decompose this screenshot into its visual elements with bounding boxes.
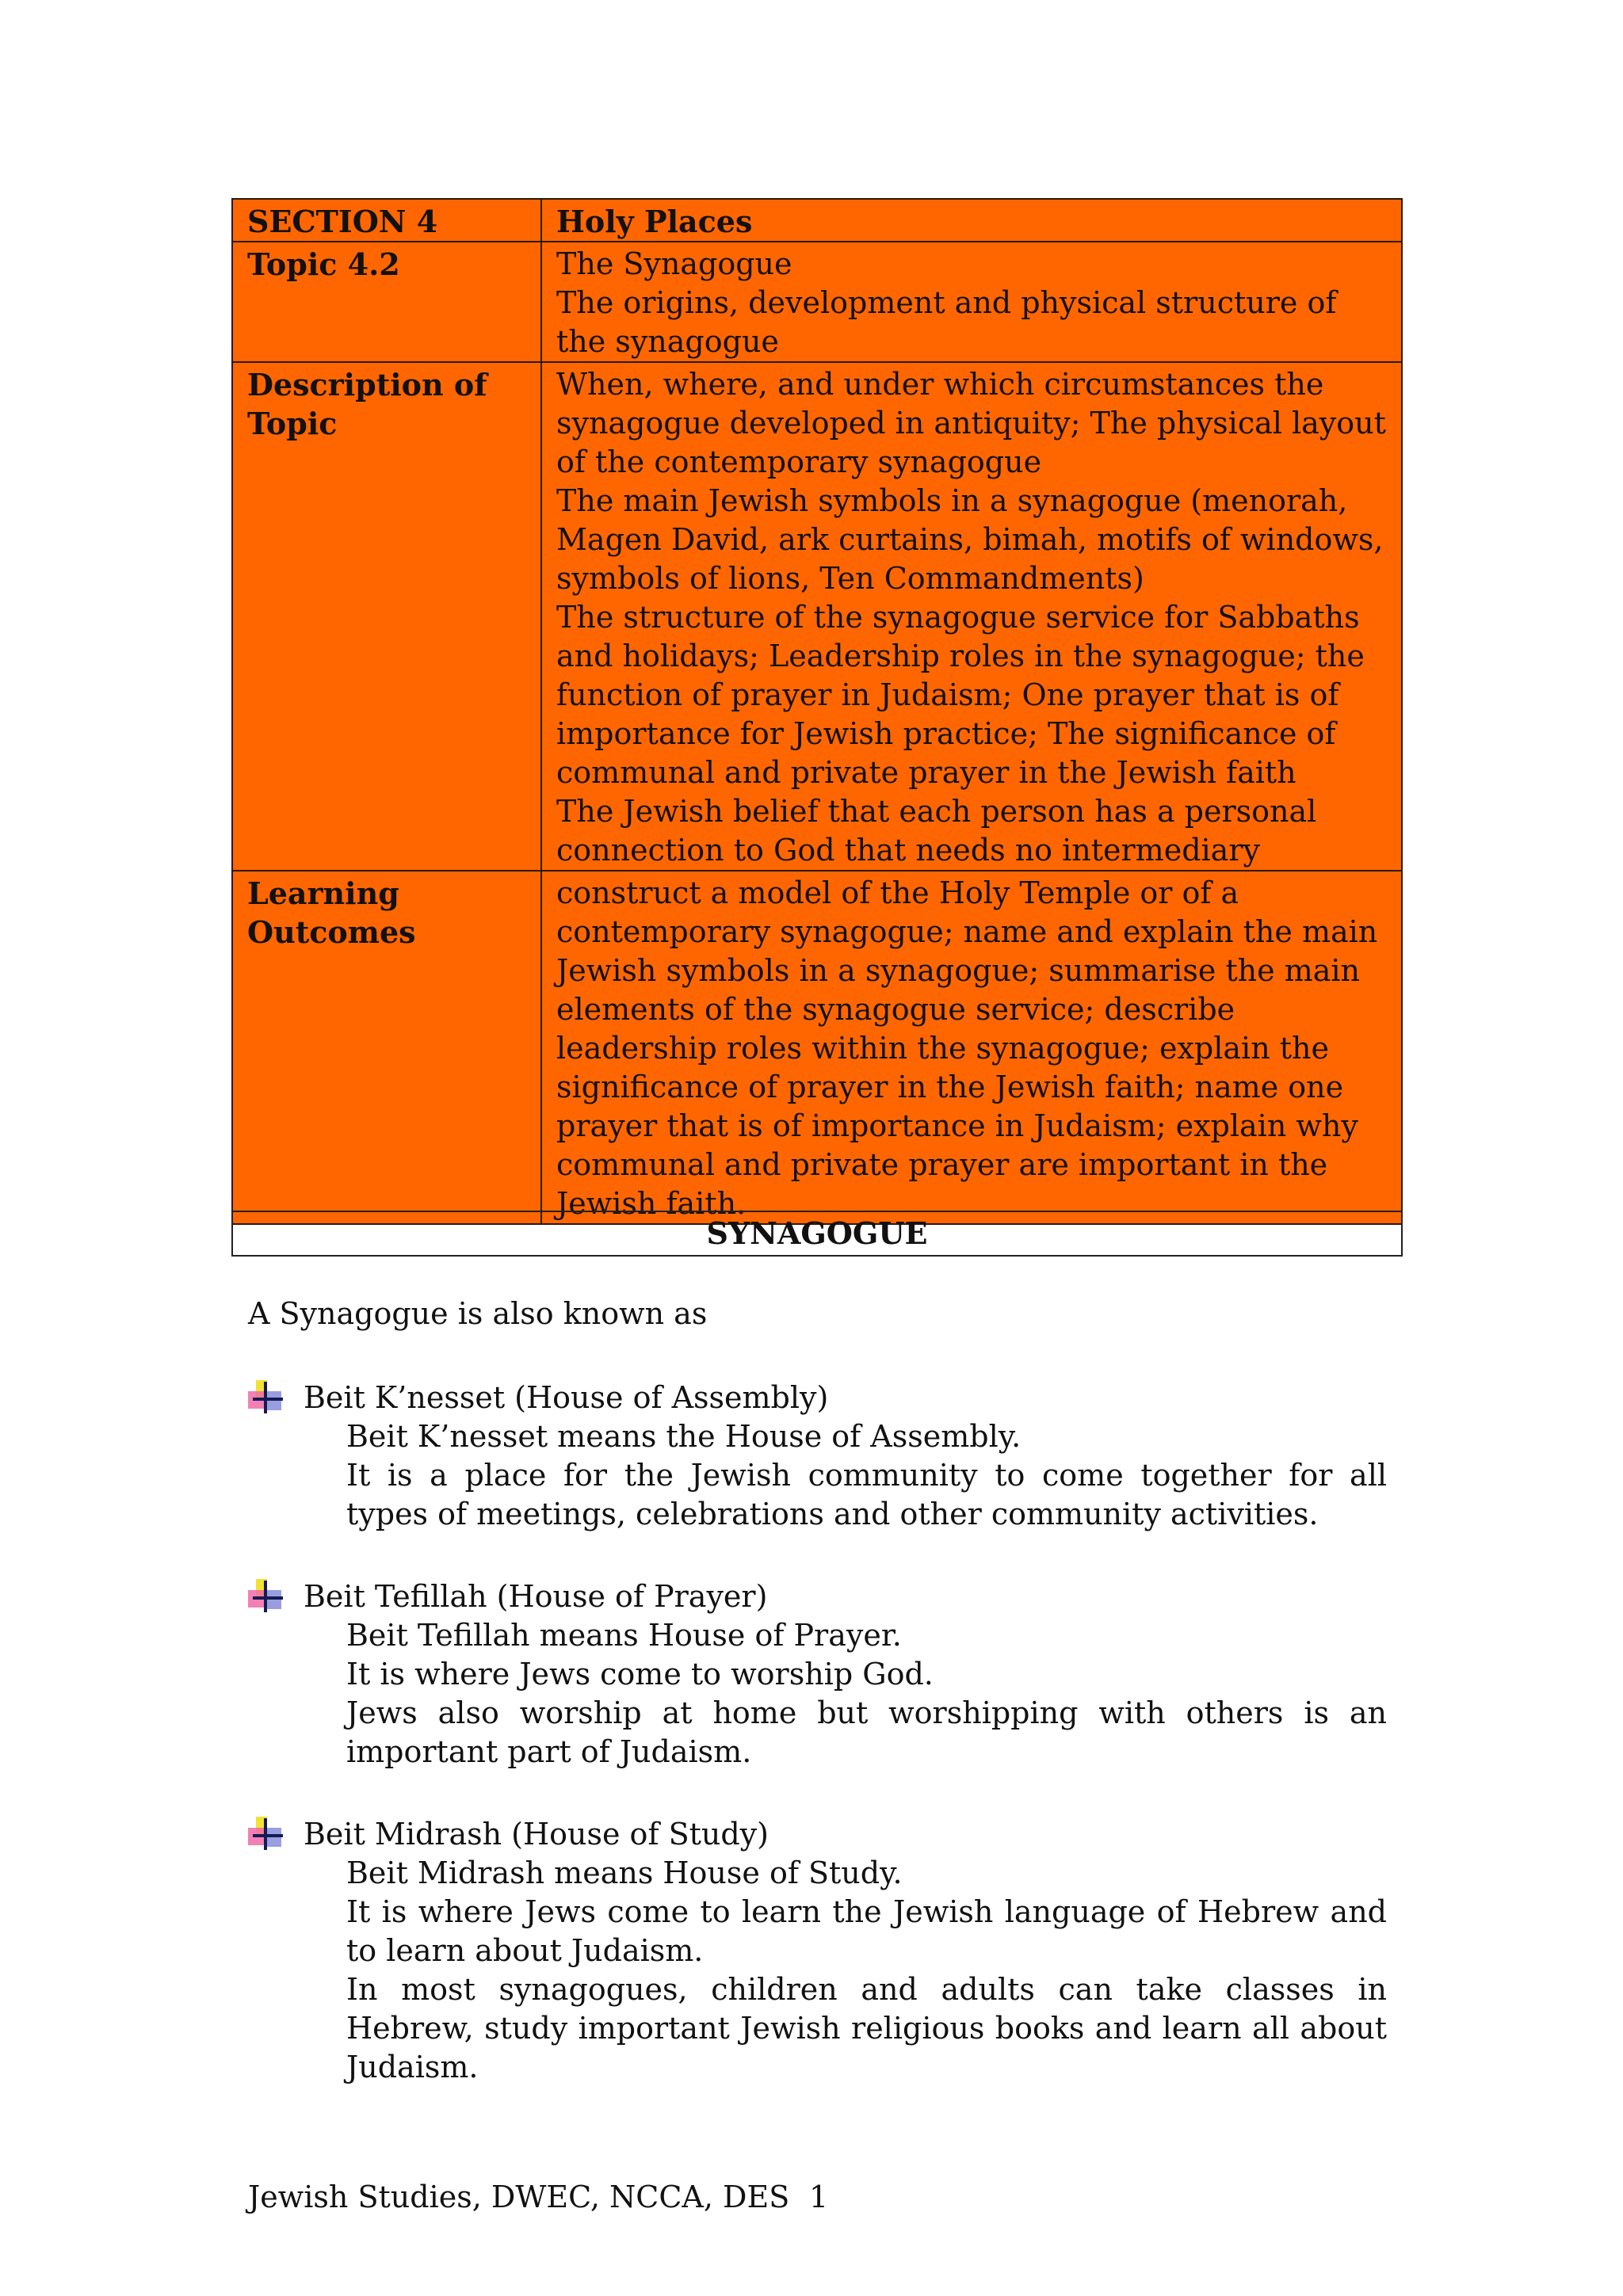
outcomes-value: construct a model of the Holy Temple or of a contemporary synagogue; name and explain the main Jewish symbols in a synagogue; summarise the main elements of the synagogue service; describe leadership roles within the synagogue; explain the significance of prayer in the Jewish faith; name one prayer that is of importance in Judaism; explain why communal and private prayer are important in the Jewish faith. [541, 871, 1402, 1224]
list-item-line: It is where Jews come to worship God. [346, 1657, 934, 1691]
list-item-line: Beit Tefillah means House of Prayer. [346, 1618, 902, 1653]
topic-label: Topic 4.2 [232, 242, 541, 362]
description-label: Description of Topic [232, 362, 541, 871]
list-item [248, 1379, 1387, 1534]
list-item-line: Beit K’nesset means the House of Assembly. [346, 1419, 1022, 1454]
page-footer [248, 2178, 829, 2217]
bullet-cross-icon [248, 1380, 285, 1415]
table-row-topic [232, 242, 1402, 362]
table-row-description [232, 362, 1402, 871]
list-item-line: Beit Midrash means House of Study. [346, 1855, 903, 1890]
list-item-title: Beit Midrash (House of Study) [304, 1817, 769, 1852]
bullet-cross-icon [248, 1817, 285, 1852]
list-item-line: Jews also worship at home but worshipping with others is an important part of Judaism. [346, 1695, 1387, 1769]
list-item-line: It is where Jews come to learn the Jewish language of Hebrew and to learn about Judaism. [346, 1894, 1387, 1968]
topic-line: The origins, development and physical structure of the synagogue [556, 285, 1337, 359]
description-paragraph: When, where, and under which circumstances the synagogue developed in antiquity; The physical layout of the contemporary synagogue [556, 367, 1386, 479]
description-paragraph: The structure of the synagogue service for Sabbaths and holidays; Leadership roles in the synagogue; the function of prayer in Judaism; One prayer that is of importance for Jewish practice; The significance of communal and private prayer in the Jewish faith [556, 600, 1365, 790]
topic-spec-table [231, 198, 1403, 1225]
outcomes-label: Learning Outcomes [232, 871, 541, 1224]
list-item [248, 1815, 1387, 2087]
description-value [541, 362, 1402, 871]
list-item-line: It is a place for the Jewish community to come together for all types of meetings, celebrations and other community activities. [346, 1458, 1387, 1531]
list-item [248, 1577, 1387, 1772]
table-row-outcomes [232, 871, 1402, 1224]
intro-text: A Synagogue is also known as [248, 1296, 708, 1331]
synagogue-banner: SYNAGOGUE [231, 1211, 1403, 1257]
list-item-line: In most synagogues, children and adults can take classes in Hebrew, study important Jewish religious books and learn all about Judaism. [346, 1972, 1387, 2084]
section-value: Holy Places [541, 199, 1402, 242]
list-item-title: Beit Tefillah (House of Prayer) [304, 1579, 768, 1614]
bullet-cross-icon [248, 1579, 285, 1614]
page-number: 1 [809, 2180, 829, 2214]
section-label: SECTION 4 [232, 199, 541, 242]
list-item-title-row [248, 1815, 1387, 1854]
list-item-title-row [248, 1577, 1387, 1616]
description-paragraph: The main Jewish symbols in a synagogue (menorah, Magen David, ark curtains, bimah, motifs of windows, symbols of lions, Ten Commandments) [556, 483, 1384, 596]
description-paragraph: The Jewish belief that each person has a personal connection to God that needs no intermediary [556, 794, 1317, 868]
list-item-title-row [248, 1379, 1387, 1417]
topic-line: The Synagogue [556, 246, 792, 281]
topic-value [541, 242, 1402, 362]
table-row-section [232, 199, 1402, 242]
list-item-title: Beit K’nesset (House of Assembly) [304, 1380, 829, 1415]
footer-text: Jewish Studies, DWEC, NCCA, DES [248, 2180, 790, 2214]
